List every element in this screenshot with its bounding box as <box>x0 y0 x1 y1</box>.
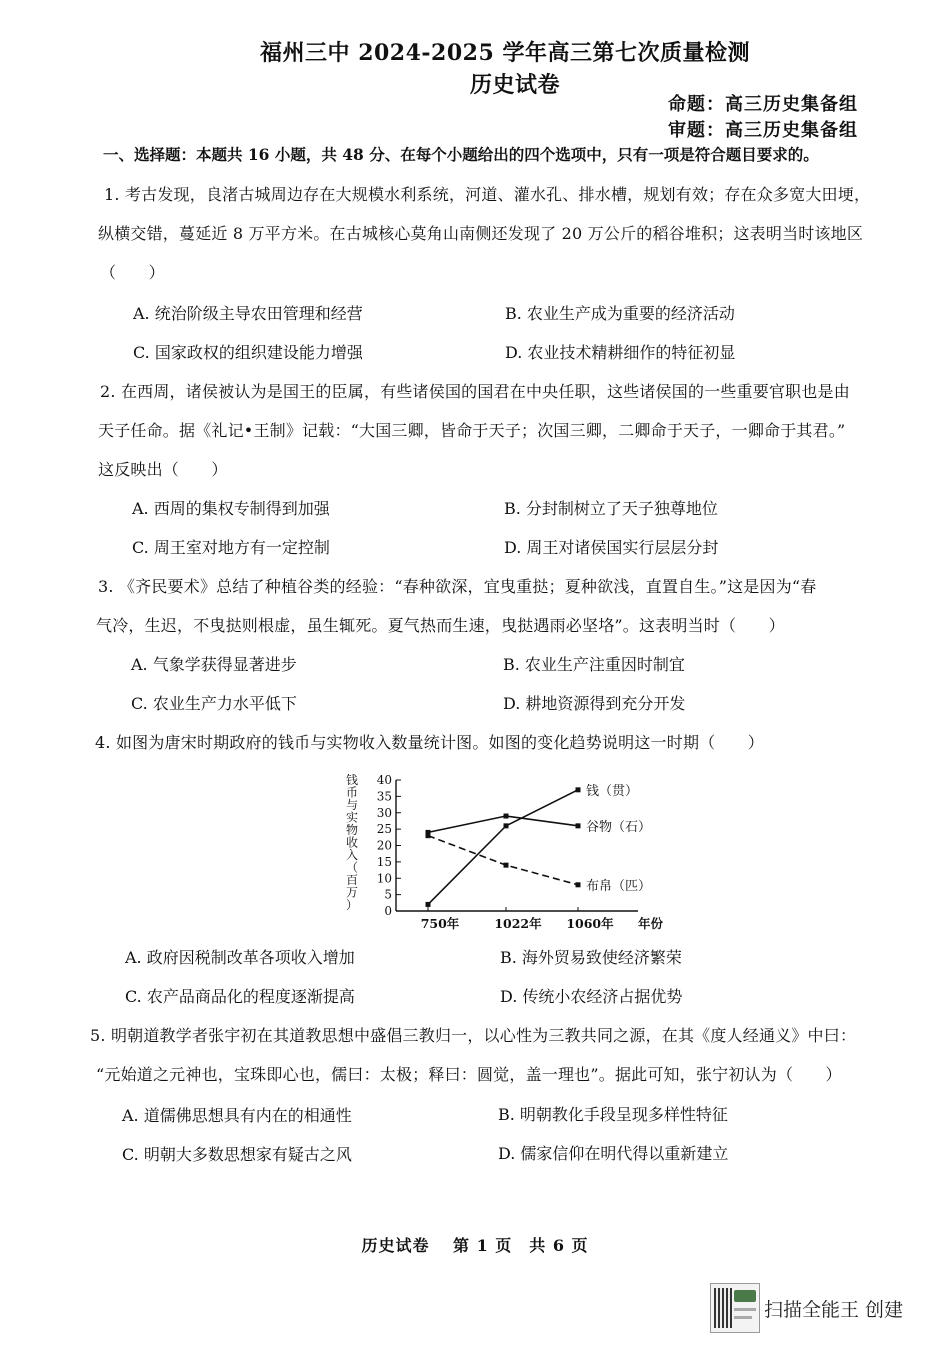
y-tick-label: 40 <box>376 773 392 787</box>
y-axis-label-char: （ <box>345 860 359 875</box>
y-axis-label-char: 物 <box>345 823 359 837</box>
series-point-2 <box>576 882 581 887</box>
x-tick-label: 750年 <box>420 916 460 931</box>
q5-line-2: “元始道之元神也，宝珠即心也，儒曰：太极；释曰：圆觉，盖一理也”。据此可知，张宁初认为（ ） <box>96 1065 842 1084</box>
series-label-0: 钱（贯） <box>586 783 639 799</box>
proposer-credit: 命题：高三历史集备组 <box>668 94 858 115</box>
y-axis-label-char: 与 <box>345 798 359 812</box>
q1-line-1: 1. 考古发现，良渚古城周边存在大规模水利系统，河道、灌水孔、排水槽，规划有效；存在众多宽大田埂， <box>104 185 871 204</box>
y-tick-label: 30 <box>376 805 392 820</box>
y-tick-label: 0 <box>384 904 392 918</box>
q1-line-3: （ ） <box>100 263 165 282</box>
q1-option-b[interactable]: B. 农业生产成为重要的经济活动 <box>505 304 735 323</box>
q3-option-a[interactable]: A. 气象学获得显著进步 <box>131 655 297 674</box>
q2-option-b[interactable]: B. 分封制树立了天子独尊地位 <box>504 499 718 518</box>
q4-option-c[interactable]: C. 农产品商品化的程度逐渐提高 <box>125 987 355 1006</box>
q2-line-1: 2. 在西周，诸侯被认为是国王的臣属，有些诸侯国的国君在中央任职，这些诸侯国的一些重要官职也是由 <box>100 382 850 401</box>
series-point-2 <box>504 863 509 868</box>
q3-option-b[interactable]: B. 农业生产注重因时制宜 <box>503 655 685 674</box>
scanner-watermark: 扫描全能王 创建 <box>764 1299 904 1321</box>
series-line-2 <box>428 836 578 885</box>
x-tick-label: 1022年 <box>494 916 542 931</box>
y-axis-label-char: 万 <box>345 885 359 900</box>
y-axis-label-char: 币 <box>345 785 359 800</box>
q3-option-d[interactable]: D. 耕地资源得到充分开发 <box>503 694 686 713</box>
series-line-0 <box>428 790 578 905</box>
q1-line-2: 纵横交错，蔓延近 8 万平方米。在古城核心莫角山南侧还发现了 20 万公斤的稻谷堆积；这表明当时该地区 <box>98 224 864 243</box>
q3-line-2: 气冷，生迟，不曳挞则根虚，虽生辄死。夏气热而生速，曳挞遇雨必坚垎”。这表明当时（ ） <box>96 616 785 635</box>
q5-option-c[interactable]: C. 明朝大多数思想家有疑古之风 <box>122 1145 352 1164</box>
q2-line-3: 这反映出（ ） <box>98 460 228 479</box>
q5-option-a[interactable]: A. 道儒佛思想具有内在的相通性 <box>122 1106 352 1125</box>
q5-line-1: 5. 明朝道教学者张宇初在其道教思想中盛倡三教归一，以心性为三教共同之源，在其《度人经通义》中曰： <box>90 1026 857 1045</box>
q2-option-a[interactable]: A. 西周的集权专制得到加强 <box>132 499 330 518</box>
q2-option-c[interactable]: C. 周王室对地方有一定控制 <box>132 538 330 557</box>
page-footer: 历史试卷 第 1 页 共 6 页 <box>361 1236 589 1255</box>
y-tick-label: 10 <box>376 871 392 886</box>
q5-option-d[interactable]: D. 儒家信仰在明代得以重新建立 <box>498 1144 729 1163</box>
section-heading: 一、选择题：本题共 16 小题，共 48 分、在每个小题给出的四个选项中，只有一项是符合题目要求的。 <box>103 145 819 164</box>
series-label-1: 谷物（石） <box>586 819 652 835</box>
reviewer-credit: 审题：高三历史集备组 <box>668 120 858 141</box>
q1-option-c[interactable]: C. 国家政权的组织建设能力增强 <box>133 343 363 362</box>
series-point-1 <box>576 823 581 828</box>
q1-option-a[interactable]: A. 统治阶级主导农田管理和经营 <box>133 304 363 323</box>
q3-line-1: 3. 《齐民要术》总结了种植谷类的经验：“春种欲深，宜曳重挞；夏种欲浅，直置自生。”这是因为“春 <box>98 577 817 596</box>
q4-option-d[interactable]: D. 传统小农经济占据优势 <box>500 987 683 1006</box>
y-tick-label: 5 <box>384 887 392 902</box>
exam-title: 福州三中 2024-2025 学年高三第七次质量检测 <box>260 40 750 66</box>
series-point-0 <box>576 787 581 792</box>
q4-line-1: 4. 如图为唐宋时期政府的钱币与实物收入数量统计图。如图的变化趋势说明这一时期（ ） <box>95 733 764 752</box>
q4-option-b[interactable]: B. 海外贸易致使经济繁荣 <box>500 948 682 967</box>
x-axis-label: 年份 <box>638 916 664 931</box>
y-tick-label: 20 <box>376 838 392 853</box>
y-tick-label: 15 <box>376 854 392 869</box>
y-axis-label-char: ） <box>345 898 359 912</box>
y-axis-label-char: 收 <box>345 835 359 850</box>
series-point-2 <box>426 833 431 838</box>
series-point-1 <box>504 814 509 819</box>
y-axis-label-char: 百 <box>345 873 359 887</box>
q1-option-d[interactable]: D. 农业技术精耕细作的特征初显 <box>505 343 736 362</box>
q2-option-d[interactable]: D. 周王对诸侯国实行层层分封 <box>504 538 719 557</box>
series-label-2: 布帛（匹） <box>586 878 652 894</box>
q3-option-c[interactable]: C. 农业生产力水平低下 <box>131 694 297 713</box>
q5-option-b[interactable]: B. 明朝教化手段呈现多样性特征 <box>498 1105 728 1124</box>
y-tick-label: 35 <box>376 789 392 804</box>
y-axis-label-char: 钱 <box>345 773 359 787</box>
y-axis-label-char: 入 <box>345 848 359 862</box>
scanner-logo-icon <box>710 1283 760 1333</box>
q4-option-a[interactable]: A. 政府因税制改革各项收入增加 <box>125 948 355 967</box>
revenue-line-chart <box>338 768 668 936</box>
x-tick-label: 1060年 <box>566 916 614 931</box>
y-tick-label: 25 <box>376 822 392 837</box>
q2-line-2: 天子任命。据《礼记•王制》记载：“大国三卿，皆命于天子；次国三卿，二卿命于天子，一卿命于其君。” <box>98 421 846 440</box>
series-point-0 <box>426 902 431 907</box>
y-axis-label-char: 实 <box>345 810 359 825</box>
series-point-0 <box>504 823 509 828</box>
exam-subtitle: 历史试卷 <box>469 72 560 98</box>
